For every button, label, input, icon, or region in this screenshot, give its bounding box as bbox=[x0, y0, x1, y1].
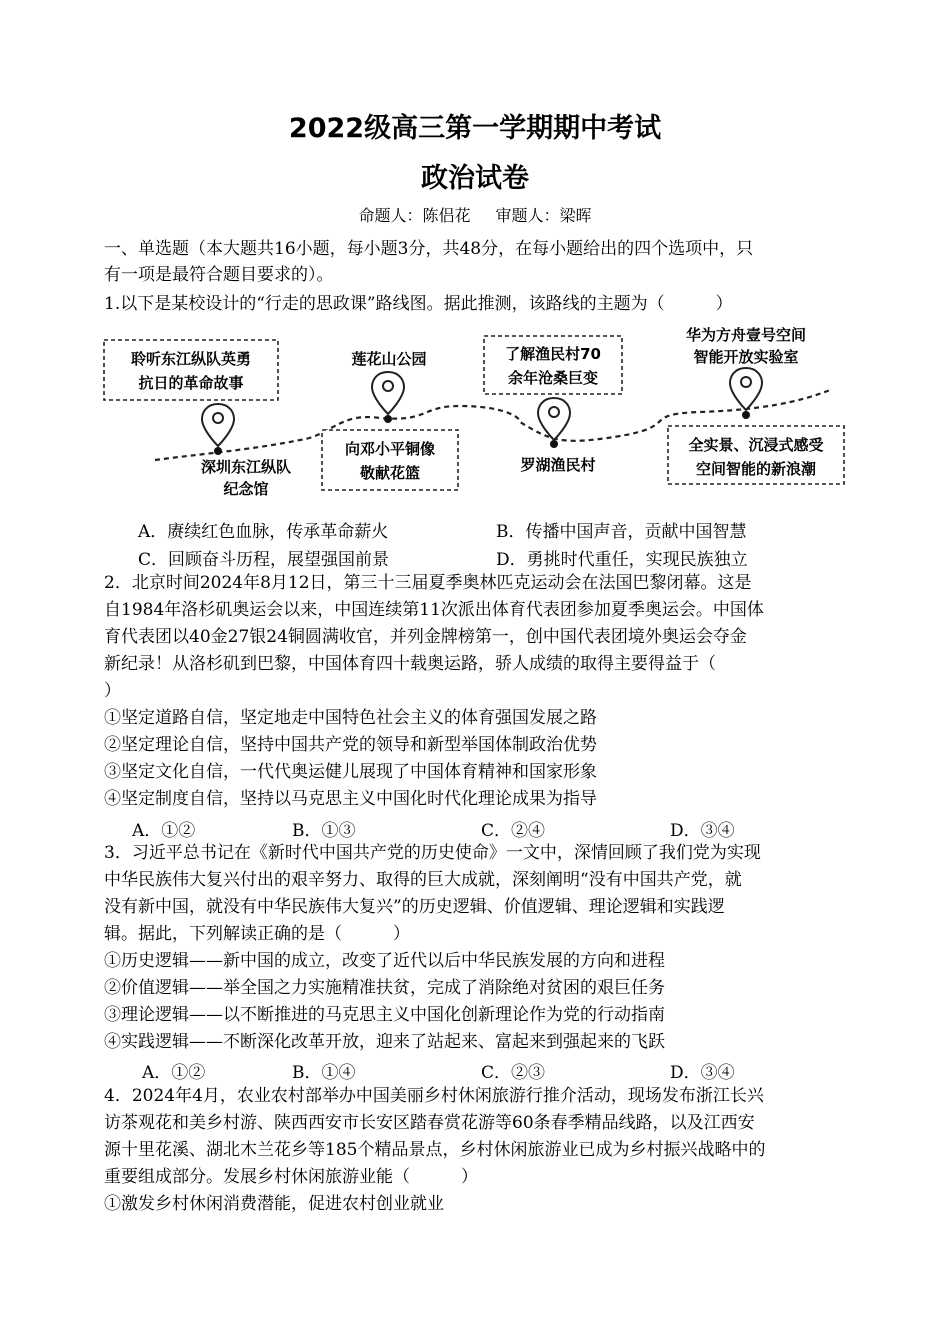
section-intro: 一、单选题（本大题共16小题，每小题3分，共48分，在每小题给出的四个选项中，只 bbox=[104, 239, 754, 259]
q3-item: ③理论逻辑——以不断推进的马克思主义中国化创新理论作为党的行动指南 bbox=[104, 1005, 665, 1025]
q4-stem-line: 4．2024年4月，农业农村部举办中国美丽乡村休闲旅游行推介活动，现场发布浙江长兴 bbox=[104, 1086, 764, 1106]
stop-2-label: 莲花山公园 bbox=[351, 350, 427, 368]
section-intro-cont: 有一项是最符合题目要求的）。 bbox=[104, 265, 334, 285]
box-3-line1: 了解渔民村70 bbox=[505, 345, 601, 363]
q2-item: ①坚定道路自信，坚定地走中国特色社会主义的体育强国发展之路 bbox=[104, 708, 597, 728]
box-4-line2: 空间智能的新浪潮 bbox=[695, 460, 817, 478]
stop-3-label: 罗湖渔民村 bbox=[520, 456, 596, 474]
stop-1-dot bbox=[214, 447, 222, 455]
q3-option-b[interactable]: B．①④ bbox=[292, 1063, 356, 1083]
stop-1-line1: 深圳东江纵队 bbox=[200, 458, 292, 476]
location-pin-icon bbox=[730, 368, 762, 410]
q1-option-a[interactable]: A．赓续红色血脉，传承革命薪火 bbox=[138, 522, 389, 542]
q3-item: ①历史逻辑——新中国的成立，改变了近代以后中华民族发展的方向和进程 bbox=[104, 951, 665, 971]
q2-item: ②坚定理论自信，坚持中国共产党的领导和新型举国体制政治优势 bbox=[104, 735, 597, 755]
box-3-line2: 余年沧桑巨变 bbox=[507, 369, 599, 387]
stop-4-dot bbox=[742, 411, 750, 419]
q1-option-c[interactable]: C．回顾奋斗历程，展望强国前景 bbox=[138, 550, 390, 570]
q3-option-c[interactable]: C．②③ bbox=[481, 1063, 546, 1083]
q2-item: ③坚定文化自信，一代代奥运健儿展现了中国体育精神和国家形象 bbox=[104, 762, 597, 782]
q2-option-a[interactable]: A．①② bbox=[132, 821, 196, 841]
q3-item: ④实践逻辑——不断深化改革开放，迎来了站起来、富起来到强起来的飞跃 bbox=[104, 1032, 665, 1052]
q2-option-c[interactable]: C．②④ bbox=[481, 821, 546, 841]
q3-item: ②价值逻辑——举全国之力实施精准扶贫，完成了消除绝对贫困的艰巨任务 bbox=[104, 978, 665, 998]
box-1-line2: 抗日的革命故事 bbox=[138, 374, 244, 392]
route-diagram bbox=[100, 326, 850, 506]
q3-stem-line: 中华民族伟大复兴付出的艰辛努力、取得的巨大成就，深刻阐明“没有中国共产党，就 bbox=[104, 870, 742, 890]
q4-item: ①激发乡村休闲消费潜能，促进农村创业就业 bbox=[104, 1194, 444, 1214]
q1-stem: 1.以下是某校设计的“行走的思政课”路线图。据此推测，该路线的主题为（ ） bbox=[104, 294, 733, 314]
q2-stem-line: 2．北京时间2024年8月12日，第三十三届夏季奥林匹克运动会在法国巴黎闭幕。这是 bbox=[104, 573, 752, 593]
q1-option-d[interactable]: D．勇挑时代重任，实现民族独立 bbox=[496, 550, 748, 570]
box-2-line2: 敬献花篮 bbox=[359, 464, 421, 482]
q3-stem-line: 辑。据此，下列解读正确的是（ ） bbox=[104, 924, 410, 944]
q4-stem-line: 重要组成部分。发展乡村休闲旅游业能（ ） bbox=[104, 1167, 478, 1187]
q4-stem-line: 源十里花溪、湖北木兰花乡等185个精品景点，乡村休闲旅游业已成为乡村振兴战略中的 bbox=[104, 1140, 766, 1160]
q2-option-b[interactable]: B．①③ bbox=[292, 821, 356, 841]
stop-3-dot bbox=[550, 440, 558, 448]
location-pin-icon bbox=[372, 372, 404, 414]
q2-stem-line: 新纪录！从洛杉矶到巴黎，中国体育四十载奥运路，骄人成绩的取得主要得益于（ bbox=[104, 654, 716, 674]
exam-subject-title: 政治试卷 bbox=[421, 163, 529, 194]
stop-2-dot bbox=[384, 415, 392, 423]
q2-stem-line: 育代表团以40金27银24铜圆满收官，并列金牌榜第一，创中国代表团境外奥运会夺金 bbox=[104, 627, 747, 647]
author-line bbox=[0, 203, 950, 226]
box-1-line1: 聆听东江纵队英勇 bbox=[130, 350, 252, 368]
stop-4-line1: 华为方舟壹号空间 bbox=[685, 326, 807, 344]
q2-stem-line: 自1984年洛杉矶奥运会以来，中国连续第11次派出体育代表团参加夏季奥运会。中国体 bbox=[104, 600, 764, 620]
q2-item: ④坚定制度自信，坚持以马克思主义中国化时代化理论成果为指导 bbox=[104, 789, 597, 809]
box-2-line1: 向邓小平铜像 bbox=[344, 440, 436, 458]
exam-title: 2022级高三第一学期期中考试 bbox=[288, 113, 662, 144]
box-4-line1: 全实景、沉浸式感受 bbox=[688, 436, 824, 454]
q1-option-b[interactable]: B．传播中国声音，贡献中国智慧 bbox=[496, 522, 747, 542]
q2-option-d[interactable]: D．③④ bbox=[670, 821, 735, 841]
stop-1-line2: 纪念馆 bbox=[223, 480, 269, 498]
location-pin-icon bbox=[202, 404, 234, 446]
q2-stem-line: ） bbox=[104, 681, 121, 701]
q3-option-a[interactable]: A．①② bbox=[142, 1063, 206, 1083]
q4-stem-line: 访茶观花和美乡村游、陕西西安市长安区踏春赏花游等60条春季精品线路，以及江西安 bbox=[104, 1113, 755, 1133]
location-pin-icon bbox=[538, 398, 570, 440]
reviewer: 审题人：梁晖 bbox=[495, 206, 592, 225]
q3-option-d[interactable]: D．③④ bbox=[670, 1063, 735, 1083]
stop-4-line2: 智能开放实验室 bbox=[693, 348, 799, 366]
q3-stem-line: 没有新中国，就没有中华民族伟大复兴”的历史逻辑、价值逻辑、理论逻辑和实践逻 bbox=[104, 897, 725, 917]
q3-stem-line: 3．习近平总书记在《新时代中国共产党的历史使命》一文中，深情回顾了我们党为实现 bbox=[104, 843, 761, 863]
setter: 命题人：陈侣花 bbox=[358, 206, 471, 225]
